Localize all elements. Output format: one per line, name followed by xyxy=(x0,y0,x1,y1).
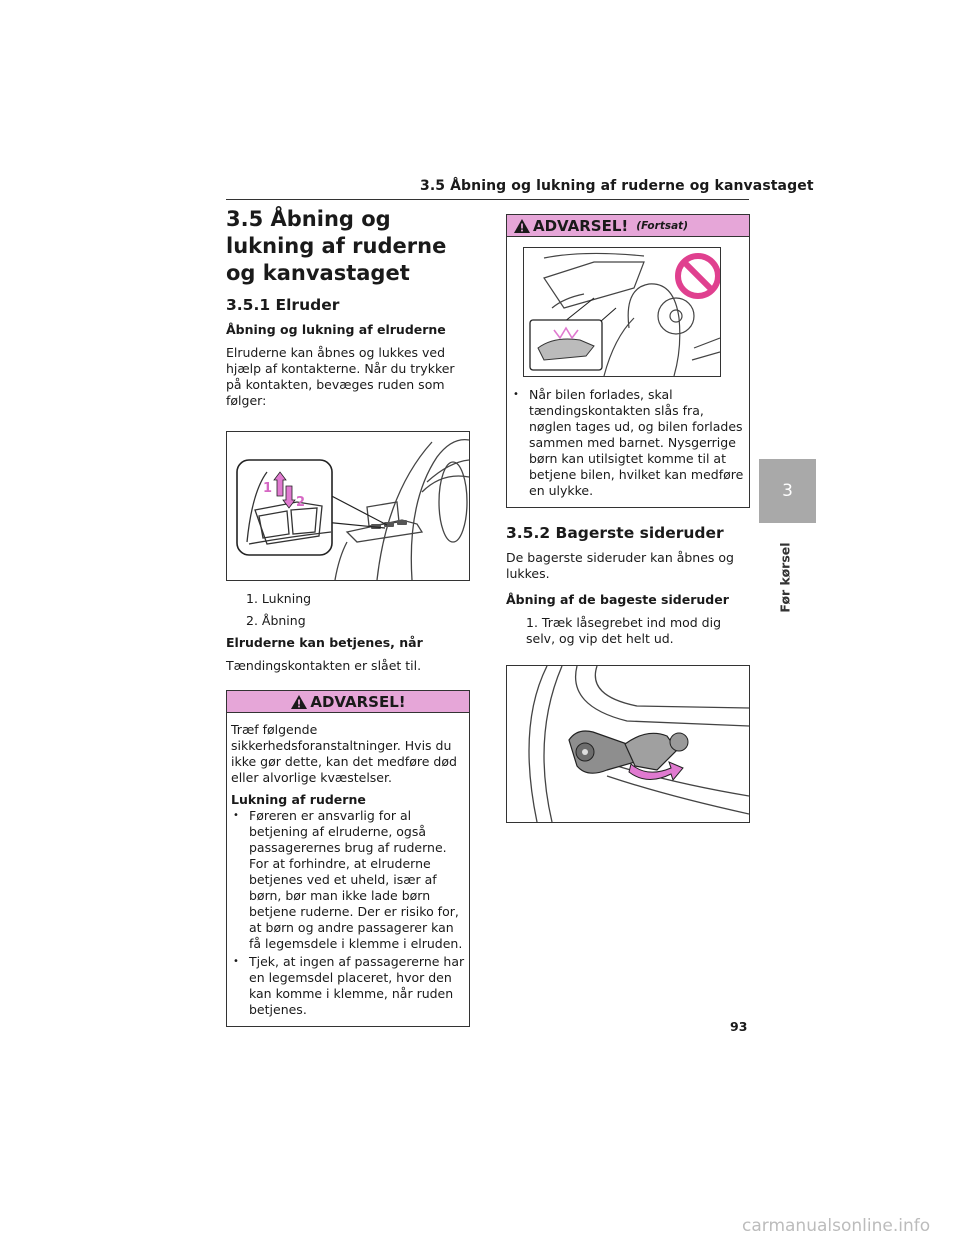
warning-figure-wrap xyxy=(507,237,749,385)
subsection-heading-elruder: 3.5.1 Elruder xyxy=(226,296,340,314)
rear-window-latch-illustration xyxy=(507,666,749,822)
warning-subhead: Lukning af ruderne xyxy=(231,792,366,807)
figure-label-1: 1 xyxy=(263,481,273,496)
left-column xyxy=(226,206,470,1027)
window-switch-figure xyxy=(226,431,470,581)
rear-window-intro: De bagerste sideruder kan åbnes og lukkes. xyxy=(506,550,734,581)
warning-body xyxy=(227,713,469,1026)
list-item: 1. Lukning xyxy=(246,591,312,606)
watermark: carmanualsonline.info xyxy=(742,1216,931,1236)
warning-header xyxy=(227,691,469,713)
warning-title: ADVARSEL! xyxy=(533,216,629,235)
warning-triangle-icon xyxy=(290,694,308,710)
section-heading: 3.5 Åbning og lukning af ruderne og kanvastaget xyxy=(226,207,447,285)
condition-text: Tændingskontakten er slået til. xyxy=(226,658,422,673)
list-item: • Når bilen forlades, skal tændingskontakten slås fra, nøglen tages ud, og bilen forlades sammen med barnet. Nysgerrige børn kan utilsigtet komme til at betjene bilen, hvilket kan medføre en ulykke. xyxy=(511,387,745,499)
page-number: 93 xyxy=(730,1019,748,1034)
running-header: 3.5 Åbning og lukning af ruderne og kanvastaget xyxy=(420,178,814,194)
chapter-label-wrap xyxy=(774,530,798,630)
right-column xyxy=(506,206,750,823)
warning-subtitle: (Fortsat) xyxy=(636,219,688,232)
warning-box xyxy=(226,690,470,1027)
rear-window-latch-figure xyxy=(506,665,750,823)
chapter-tab xyxy=(759,459,816,523)
list-item: 1. Træk låsegrebet ind mod dig selv, og vip det helt ud. xyxy=(526,615,722,646)
warning-body xyxy=(507,385,749,507)
warning-box-continued xyxy=(506,214,750,508)
switch-action-list xyxy=(226,591,470,629)
rear-window-steps xyxy=(506,615,750,647)
list-item: • Føreren er ansvarlig for al betjening af elruderne, også passagerernes brug af ruderne. For at forhindre, at elruderne betjenes ved et uheld, især af børn, bør man ikke lade børn betjene ruderne. Der er risiko for, at børn og andre passagerer kan få legemsdele i klemme i elruden. xyxy=(231,808,465,952)
list-item: 2. Åbning xyxy=(246,613,306,628)
figure-label-2: 2 xyxy=(296,495,306,510)
chapter-number: 3 xyxy=(782,481,793,501)
condition-heading: Elruderne kan betjenes, når xyxy=(226,635,423,650)
subsection-heading-bagerste: 3.5.2 Bagerste sideruder xyxy=(506,524,724,542)
header-divider xyxy=(226,199,749,200)
warning-triangle-icon xyxy=(513,218,531,234)
warning-bullet-list xyxy=(231,808,465,1018)
warning-bullet-list xyxy=(511,387,745,499)
warning-title: ADVARSEL! xyxy=(310,692,406,711)
intro-paragraph: Elruderne kan åbnes og lukkes ved hjælp af kontakterne. Når du trykker på kontakten, bevæges ruden som følger: xyxy=(226,345,455,408)
list-item: • Tjek, at ingen af passagererne har en legemsdel placeret, hvor den kan komme i klemme, når ruden betjenes. xyxy=(231,954,465,1018)
child-operating-window-figure xyxy=(523,247,721,377)
subsubsection-heading: Åbning og lukning af elruderne xyxy=(226,322,446,337)
warning-header xyxy=(507,215,749,237)
child-window-illustration xyxy=(524,248,720,376)
chapter-label: Før kørsel xyxy=(777,542,793,613)
warning-intro: Træf følgende sikkerhedsforanstaltninger. Hvis du ikke gør dette, kan det medføre død eller alvorlige kvæstelser. xyxy=(231,722,457,785)
rear-window-subheading: Åbning af de bageste sideruder xyxy=(506,592,729,607)
window-switch-illustration xyxy=(227,432,469,580)
